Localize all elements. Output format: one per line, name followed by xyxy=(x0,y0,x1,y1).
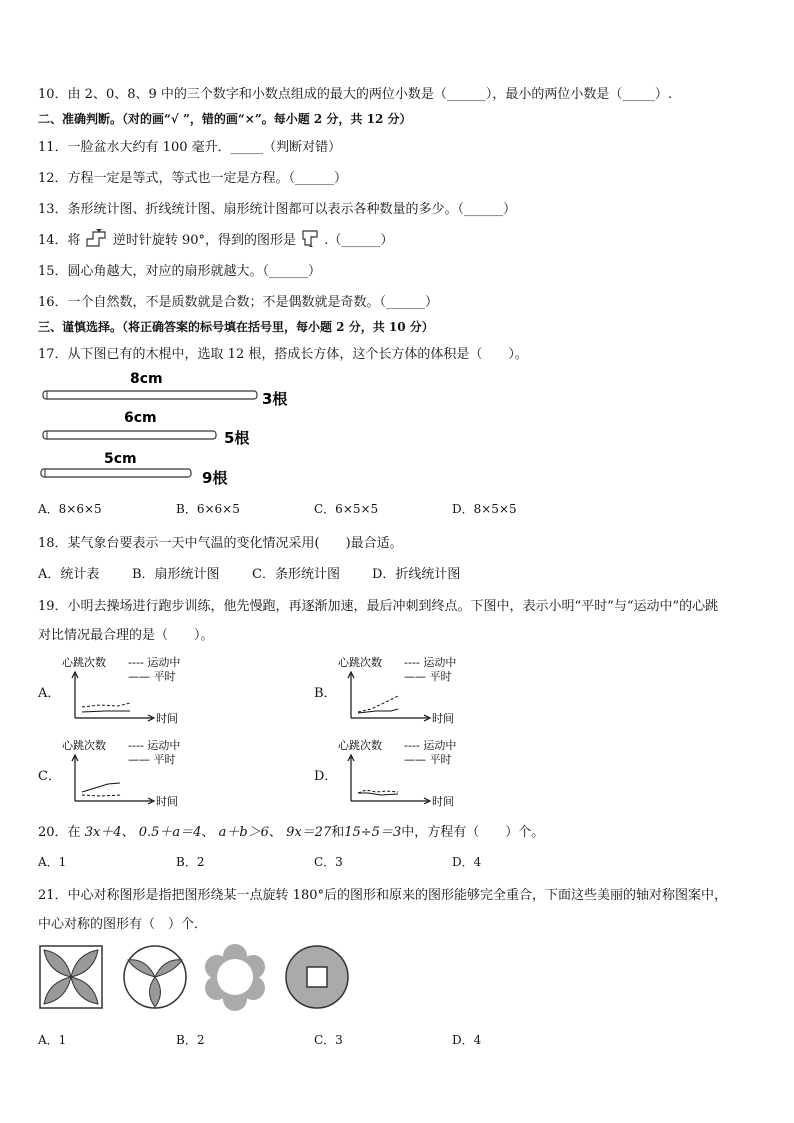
q17-option-d[interactable]: D．8×5×5 xyxy=(452,502,517,516)
question-21-line-2: 中心对称的图形有（ ）个． xyxy=(38,917,208,932)
q21-option-c[interactable]: C．3 xyxy=(314,1033,343,1047)
q17-option-b[interactable]: B．6×6×5 xyxy=(176,502,240,516)
q20-expression-5: 15÷5＝3 xyxy=(344,825,402,840)
pattern-six-circle-flower xyxy=(205,944,265,1011)
graph-x-label: 时间 xyxy=(432,712,454,724)
q21-option-a[interactable]: A．1 xyxy=(38,1033,67,1047)
stick-6cm xyxy=(43,431,216,439)
exercise-line xyxy=(358,696,398,712)
symmetry-patterns-figure xyxy=(38,942,368,1012)
legend-solid: —— 平时 xyxy=(128,753,176,766)
q18-option-d[interactable]: D．折线统计图 xyxy=(372,567,461,582)
q20-expression-1: 3x＋4 xyxy=(84,825,122,840)
section-2-title: 二、准确判断。（对的画“√ ”，错的画“×”。每小题 2 分，共 12 分） xyxy=(38,112,412,126)
q17-option-a[interactable]: A．8×6×5 xyxy=(38,502,102,516)
section-3-title: 三、谨慎选择。（将正确答案的标号填在括号里，每小题 2 分，共 10 分） xyxy=(38,320,434,334)
stick-8cm xyxy=(43,391,257,399)
question-14-prefix: 14．将 xyxy=(38,233,81,248)
q19-option-a[interactable]: A． xyxy=(38,686,61,701)
q20-option-a[interactable]: A．1 xyxy=(38,855,67,869)
q20-expression-2: 0.5＋a＝4 xyxy=(138,825,202,840)
stick-length-label: 5cm xyxy=(104,451,137,467)
q18-option-a[interactable]: A．统计表 xyxy=(38,567,100,582)
q20-expression-4: 9x＝27 xyxy=(286,825,332,840)
q20-suffix: 中，方程有（ ）个。 xyxy=(401,825,545,840)
graph-y-label: 心跳次数 xyxy=(62,739,106,752)
question-14-middle: 逆时针旋转 90°，得到的图形是 xyxy=(112,233,297,248)
heart-rate-graph-c xyxy=(60,737,230,807)
normal-line xyxy=(82,783,120,792)
question-16: 16．一个自然数，不是质数就是合数；不是偶数就是奇数。（______） xyxy=(38,295,439,310)
q18-option-c[interactable]: C．条形统计图 xyxy=(252,567,340,582)
graph-x-label: 时间 xyxy=(432,795,454,807)
legend-solid: —— 平时 xyxy=(404,670,452,683)
exercise-line xyxy=(82,703,130,707)
q19-option-c[interactable]: C． xyxy=(38,769,61,784)
q20-option-d[interactable]: D．4 xyxy=(452,855,482,869)
question-11: 11．一脸盆水大约有 100 毫升．_____（判断对错） xyxy=(38,140,342,155)
q20-prefix: 20．在 xyxy=(38,825,81,840)
question-19-line-2: 对比情况最合理的是（ ）。 xyxy=(38,628,214,643)
q18-option-b[interactable]: B．扇形统计图 xyxy=(132,567,220,582)
normal-line xyxy=(358,793,398,795)
stick-length-label: 8cm xyxy=(130,371,163,387)
q21-option-b[interactable]: B．2 xyxy=(176,1033,205,1047)
q17-option-c[interactable]: C．6×5×5 xyxy=(314,502,379,516)
stick-length-label: 6cm xyxy=(124,410,157,426)
q20-option-b[interactable]: B．2 xyxy=(176,855,205,869)
heart-rate-graph-d xyxy=(336,737,506,807)
q21-option-d[interactable]: D．4 xyxy=(452,1033,482,1047)
question-20 xyxy=(38,821,544,840)
stick-count-label: 9根 xyxy=(202,469,228,487)
question-14 xyxy=(38,229,393,248)
graph-y-label: 心跳次数 xyxy=(338,656,382,669)
stick-count-label: 5根 xyxy=(224,429,250,447)
legend-solid: —— 平时 xyxy=(128,670,176,683)
graph-x-label: 时间 xyxy=(156,712,178,724)
question-12: 12．方程一定是等式，等式也一定是方程。（______） xyxy=(38,171,348,186)
question-18: 18．某气象台要表示一天中气温的变化情况采用( )最合适。 xyxy=(38,536,403,551)
q20-separator: 、 xyxy=(268,825,282,840)
stair-shape-original-icon xyxy=(85,229,109,247)
pattern-circle-three-petals xyxy=(124,946,186,1008)
graph-x-label: 时间 xyxy=(156,795,178,807)
heart-rate-graph-b xyxy=(336,654,506,724)
sticks-figure xyxy=(36,367,316,487)
exercise-line xyxy=(82,795,122,796)
pattern-coin xyxy=(286,946,348,1008)
stair-shape-rotated-icon xyxy=(300,229,320,247)
legend-dashed: ---- 运动中 xyxy=(404,739,457,752)
q20-separator: 、 xyxy=(121,825,135,840)
q20-expression-3: a＋b＞6 xyxy=(218,825,269,840)
graph-y-label: 心跳次数 xyxy=(338,739,382,752)
question-14-suffix: .（______） xyxy=(324,233,394,248)
legend-solid: —— 平时 xyxy=(404,753,452,766)
normal-line xyxy=(82,711,130,712)
legend-dashed: ---- 运动中 xyxy=(128,739,181,752)
stick-count-label: 3根 xyxy=(262,390,288,408)
legend-dashed: ---- 运动中 xyxy=(404,656,457,669)
q20-and: 和 xyxy=(331,825,345,840)
question-15: 15．圆心角越大，对应的扇形就越大。（______） xyxy=(38,264,322,279)
q19-option-b[interactable]: B． xyxy=(314,686,337,701)
question-19-line-1: 19．小明去操场进行跑步训练，他先慢跑，再逐渐加速，最后冲刺到终点。下图中，表示小明“平时”与“运动中”的心跳 xyxy=(38,599,719,614)
question-21-line-1: 21．中心对称图形是指把图形绕某一点旋转 180°后的图形和原来的图形能够完全重合，下面这些美丽的轴对称图案中， xyxy=(38,888,727,903)
question-10: 10．由 2、0、8、9 中的三个数字和小数点组成的最大的两位小数是（______），最小的两位小数是（_____）. xyxy=(38,87,673,102)
stick-5cm xyxy=(41,469,191,477)
legend-dashed: ---- 运动中 xyxy=(128,656,181,669)
q20-option-c[interactable]: C．3 xyxy=(314,855,343,869)
question-17: 17．从下图已有的木棍中，选取 12 根，搭成长方体，这个长方体的体积是（ ）。 xyxy=(38,347,528,362)
q19-option-d[interactable]: D． xyxy=(314,769,338,784)
heart-rate-graph-a xyxy=(60,654,230,724)
graph-y-label: 心跳次数 xyxy=(62,656,106,669)
question-13: 13．条形统计图、折线统计图、扇形统计图都可以表示各种数量的多少。（______） xyxy=(38,202,517,217)
q20-separator: 、 xyxy=(201,825,215,840)
pattern-square-petals xyxy=(40,946,102,1008)
